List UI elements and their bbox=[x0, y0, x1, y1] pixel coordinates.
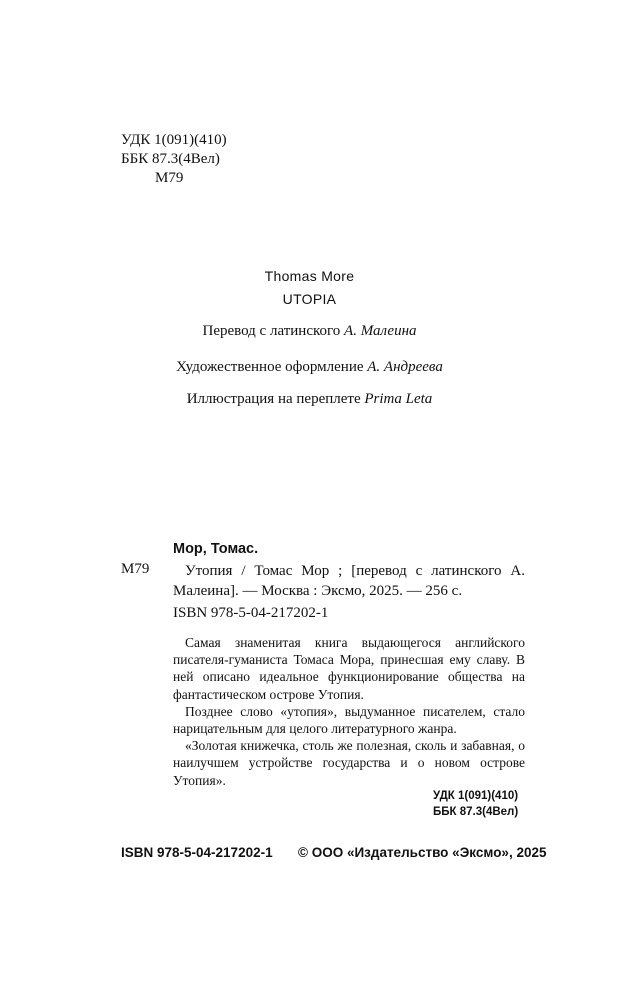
catalog-udk: УДК 1(091)(410) bbox=[433, 790, 519, 802]
cover-credit bbox=[0, 391, 619, 408]
udk-code: УДК 1(091)(410) bbox=[121, 132, 227, 148]
translation-prefix: Перевод с латинского bbox=[202, 323, 345, 339]
original-title: UTOPIA bbox=[282, 291, 337, 307]
designer-name: А. Андреева bbox=[367, 359, 443, 375]
catalog-isbn: ISBN 978-5-04-217202-1 bbox=[173, 605, 329, 621]
translation-credit bbox=[0, 323, 619, 340]
annotation bbox=[173, 634, 525, 789]
classification-codes bbox=[121, 131, 227, 188]
catalog-heading: Мор, Томас. bbox=[173, 541, 259, 557]
original-author: Thomas More bbox=[264, 268, 355, 284]
design-credit bbox=[0, 359, 619, 376]
cover-prefix: Иллюстрация на переплете bbox=[186, 391, 365, 407]
catalog-code: М79 bbox=[121, 561, 150, 577]
cover-artist-name: Prima Leta bbox=[364, 391, 433, 407]
annotation-paragraph: Самая знаменитая книга выдающегося английского писателя-гуманиста Томаса Мора, принесшая ему славу. В ней описано идеальное функционирование общества на фантастическом острове Утопия. bbox=[173, 635, 525, 702]
translator-name: А. Малеина bbox=[344, 323, 417, 339]
design-prefix: Художественное оформление bbox=[176, 359, 368, 375]
footer-copyright: © ООО «Издательство «Эксмо», 2025 bbox=[298, 845, 547, 860]
bibliographic-description: Утопия / Томас Мор ; [перевод с латинского А. Малеина]. — Москва : Эксмо, 2025. — 256 с. bbox=[173, 563, 525, 599]
annotation-paragraph: «Золотая книжечка, столь же полезная, сколь и забавная, о наилучшем устройстве государства и о новом острове Утопия». bbox=[173, 738, 525, 788]
author-mark: М79 bbox=[155, 170, 184, 186]
catalog-bbk: ББК 87.3(4Вел) bbox=[433, 806, 519, 818]
bbk-code: ББК 87.3(4Вел) bbox=[121, 151, 220, 167]
catalog-description bbox=[173, 561, 525, 601]
footer-isbn: ISBN 978-5-04-217202-1 bbox=[121, 845, 273, 860]
annotation-paragraph: Позднее слово «утопия», выдуманное писателем, стало нарицательным для целого литературного жанра. bbox=[173, 703, 525, 737]
catalog-classification bbox=[433, 788, 518, 820]
